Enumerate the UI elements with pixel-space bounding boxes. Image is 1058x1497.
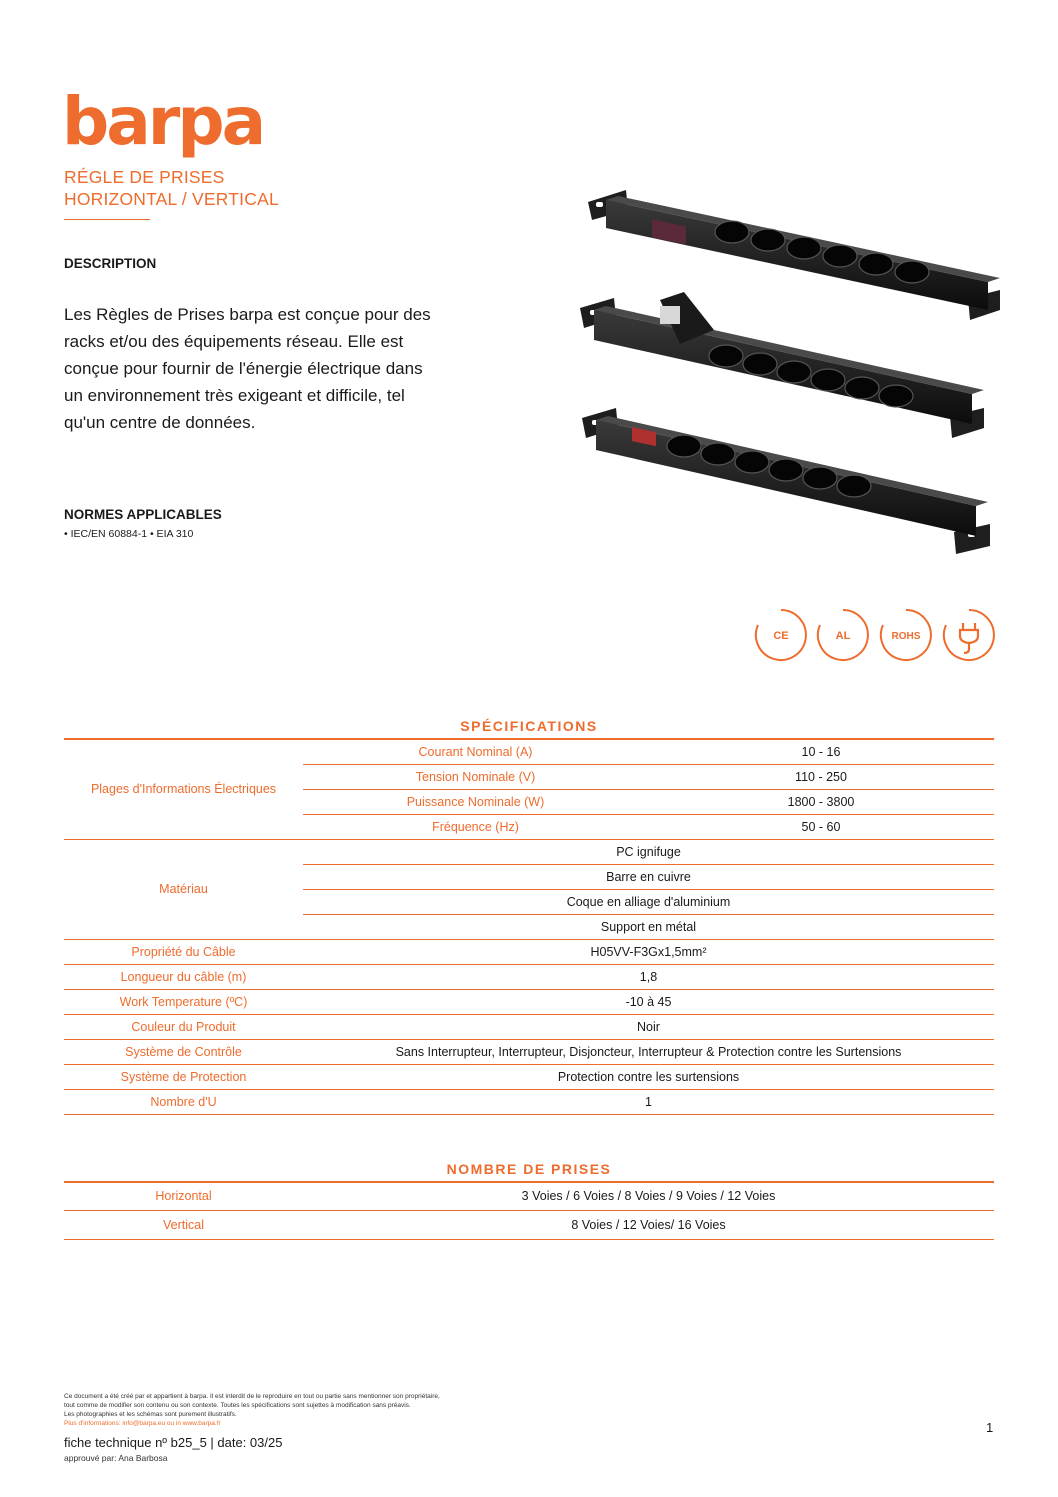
- power-strip-with-switch-icon: [582, 408, 990, 554]
- cable-property-value: H05VV-F3Gx1,5mm²: [303, 939, 994, 964]
- table-row: [64, 739, 994, 764]
- material-value: Support en métal: [303, 914, 994, 939]
- horizontal-value: 3 Voies / 6 Voies / 8 Voies / 9 Voies / 12 Voies: [303, 1182, 994, 1210]
- barpa-logo: [62, 92, 288, 168]
- product-color-value: Noir: [303, 1014, 994, 1039]
- table-row: [64, 1210, 994, 1239]
- subtitle-line-1: RÉGLE DE PRISES: [64, 167, 225, 187]
- work-temperature-label: Work Temperature (ºC): [64, 989, 303, 1014]
- protection-system-value: Protection contre les surtensions: [303, 1064, 994, 1089]
- table-row: [64, 1182, 994, 1210]
- ce-badge-label: CE: [773, 630, 789, 642]
- control-system-label: Système de Contrôle: [64, 1039, 303, 1064]
- al-badge-label: AL: [835, 630, 851, 642]
- cable-length-value: 1,8: [303, 964, 994, 989]
- plug-icon: [944, 610, 994, 660]
- al-badge-icon: [818, 610, 868, 660]
- description-body: Les Règles de Prises barpa est conçue pour des racks et/ou des équipements réseau. Elle est conçue pour fournir de l'énergie électrique dans un environnement très exigeant et difficile, tel qu'un centre de données.: [64, 305, 431, 432]
- outlets-table: [64, 1181, 994, 1240]
- table-row: [64, 1039, 994, 1064]
- power-strip-with-breaker-icon: [580, 292, 984, 438]
- power-strip-with-meter-and-switch-icon: [588, 190, 1000, 320]
- subtitle-divider: [64, 219, 150, 220]
- svg-text:barpa: barpa: [62, 92, 264, 160]
- vertical-value: 8 Voies / 12 Voies/ 16 Voies: [303, 1210, 994, 1239]
- vertical-label: Vertical: [64, 1210, 303, 1239]
- rated-current-value: 10 - 16: [648, 739, 994, 764]
- rack-units-value: 1: [303, 1089, 994, 1114]
- disclaimer-line: tout comme de modifier son contenu ou son contexte. Toutes les spécifications sont sujettes à modification sans préavis.: [64, 1402, 411, 1409]
- rated-power-label: Puissance Nominale (W): [303, 789, 648, 814]
- rated-power-value: 1800 - 3800: [648, 789, 994, 814]
- frequency-label: Fréquence (Hz): [303, 814, 648, 839]
- rohs-badge-label: ROHS: [891, 631, 921, 642]
- cable-length-label: Longueur du câble (m): [64, 964, 303, 989]
- rohs-badge-icon: [881, 610, 931, 660]
- subtitle-line-2: HORIZONTAL / VERTICAL: [64, 189, 279, 209]
- specifications-title: SPÉCIFICATIONS: [460, 718, 598, 734]
- material-value: Coque en alliage d'aluminium: [303, 889, 994, 914]
- control-system-value: Sans Interrupteur, Interrupteur, Disjoncteur, Interrupteur & Protection contre les Surtensions: [303, 1039, 994, 1064]
- electrical-category: Plages d'Informations Électriques: [64, 739, 303, 839]
- material-value: Barre en cuivre: [303, 864, 994, 889]
- rated-voltage-value: 110 - 250: [648, 764, 994, 789]
- protection-system-label: Système de Protection: [64, 1064, 303, 1089]
- cable-property-label: Propriété du Câble: [64, 939, 303, 964]
- description-heading: DESCRIPTION: [64, 256, 157, 271]
- table-row: [64, 1089, 994, 1114]
- table-row: [64, 939, 994, 964]
- work-temperature-value: -10 à 45: [303, 989, 994, 1014]
- certification-badges: [752, 606, 998, 664]
- table-row: [64, 839, 994, 864]
- document-subtitle: [64, 166, 279, 210]
- page-number: 1: [986, 1420, 994, 1435]
- table-row: [64, 1064, 994, 1089]
- disclaimer-line: Ce document a été créé par et appartient à barpa. Il est interdit de le reproduire en tout ou partie sans mentionner son propriétaire,: [64, 1393, 440, 1400]
- rated-current-label: Courant Nominal (A): [303, 739, 648, 764]
- ce-badge-icon: [756, 610, 806, 660]
- table-row: [64, 989, 994, 1014]
- norms-heading: NORMES APPLICABLES: [64, 507, 222, 522]
- specifications-table: [64, 738, 994, 1115]
- rated-voltage-label: Tension Nominale (V): [303, 764, 648, 789]
- disclaimer-line: Les photographies et les schémas sont purement illustratifs.: [64, 1411, 237, 1418]
- material-category: Matériau: [64, 839, 303, 939]
- material-value: PC ignifuge: [303, 839, 994, 864]
- frequency-value: 50 - 60: [648, 814, 994, 839]
- contact-info: Plus d'informations: info@barpa.eu ou in www.barpa.fr: [64, 1420, 221, 1427]
- table-row: [64, 1014, 994, 1039]
- horizontal-label: Horizontal: [64, 1182, 303, 1210]
- outlets-title: NOMBRE DE PRISES: [446, 1161, 612, 1177]
- table-row: [64, 964, 994, 989]
- disclaimer: [64, 1392, 440, 1428]
- datasheet-reference: fiche technique nº b25_5 | date: 03/25: [64, 1435, 283, 1450]
- norms-list: • IEC/EN 60884-1 • EIA 310: [64, 528, 194, 540]
- rack-units-label: Nombre d'U: [64, 1089, 303, 1114]
- product-images: [580, 180, 1000, 580]
- approved-by: approuvé par: Ana Barbosa: [64, 1453, 168, 1463]
- product-color-label: Couleur du Produit: [64, 1014, 303, 1039]
